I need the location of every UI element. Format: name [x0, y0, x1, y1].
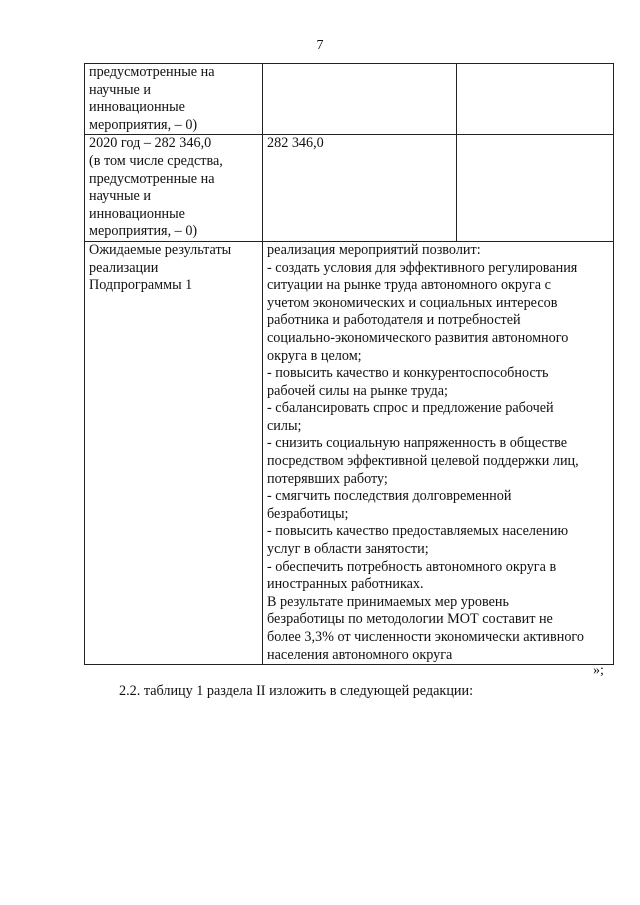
cell-line: рабочей силы на рынке труда; — [267, 382, 448, 399]
cell-line: - повысить качество предоставляемых населению — [267, 523, 569, 540]
table-cell — [457, 64, 614, 135]
cell-line: инновационные — [89, 205, 185, 222]
table-cell — [85, 241, 263, 664]
cell-line: работника и работодателя и потребностей — [267, 312, 521, 329]
expected-results-cell — [263, 241, 614, 664]
cell-line: силы; — [267, 417, 302, 434]
cell-line: реализации — [89, 259, 159, 276]
cell-line: ситуации на рынке труда автономного округа с — [267, 277, 551, 294]
cell-line: социально-экономического развития автономного — [267, 329, 569, 346]
cell-line: услуг в области занятости; — [267, 541, 429, 558]
cell-line: посредством эффективной целевой поддержки лиц, — [267, 453, 579, 470]
table-cell — [263, 135, 457, 242]
cell-line: Ожидаемые результаты — [89, 241, 232, 258]
cell-line: мероприятия, – 0) — [89, 116, 198, 133]
page-number: 7 — [316, 38, 324, 53]
closing-quote: »; — [593, 663, 604, 678]
cell-line: (в том числе средства, — [89, 152, 223, 169]
cell-line: безработицы; — [267, 505, 349, 522]
cell-line: - сбалансировать спрос и предложение рабочей — [267, 400, 554, 417]
cell-line: - создать условия для эффективного регулирования — [267, 259, 578, 276]
cell-line: 2020 год – 282 346,0 — [89, 135, 212, 152]
table-cell — [85, 135, 263, 242]
cell-line: более 3,3% от численности экономически активного — [267, 629, 584, 645]
table-cell — [263, 64, 457, 135]
cell-line: реализация мероприятий позволит: — [267, 241, 481, 258]
cell-line: предусмотренные на — [89, 64, 215, 80]
cell-line: иностранных работниках. — [267, 576, 424, 593]
cell-line: округа в целом; — [267, 347, 362, 364]
cell-line: учетом экономических и социальных интересов — [267, 294, 558, 311]
cell-line: - повысить качество и конкурентоспособность — [267, 365, 549, 382]
amendment-instruction: 2.2. таблицу 1 раздела II изложить в следующей редакции: — [119, 683, 474, 699]
table-row — [85, 135, 614, 242]
cell-line: потерявших работу; — [267, 470, 388, 487]
table-cell — [457, 135, 614, 242]
cell-line: безработицы по методологии МОТ составит не — [267, 611, 553, 628]
table-row — [85, 64, 614, 135]
cell-line: предусмотренные на — [89, 170, 215, 187]
cell-line: населения автономного округа — [267, 646, 453, 663]
cell-line: - снизить социальную напряженность в обществе — [267, 435, 568, 452]
cell-line: научные и — [89, 188, 151, 205]
cell-line: - смягчить последствия долговременной — [267, 488, 512, 505]
program-table — [84, 63, 614, 665]
cell-line: инновационные — [89, 99, 185, 116]
cell-line: - обеспечить потребность автономного округа в — [267, 558, 557, 575]
cell-line: Подпрограммы 1 — [89, 277, 193, 294]
cell-line: 282 346,0 — [267, 135, 324, 152]
cell-line: В результате принимаемых мер уровень — [267, 593, 509, 610]
table-cell — [85, 64, 263, 135]
cell-line: научные и — [89, 81, 151, 98]
table-row — [85, 241, 614, 664]
cell-line: мероприятия, – 0) — [89, 223, 198, 240]
